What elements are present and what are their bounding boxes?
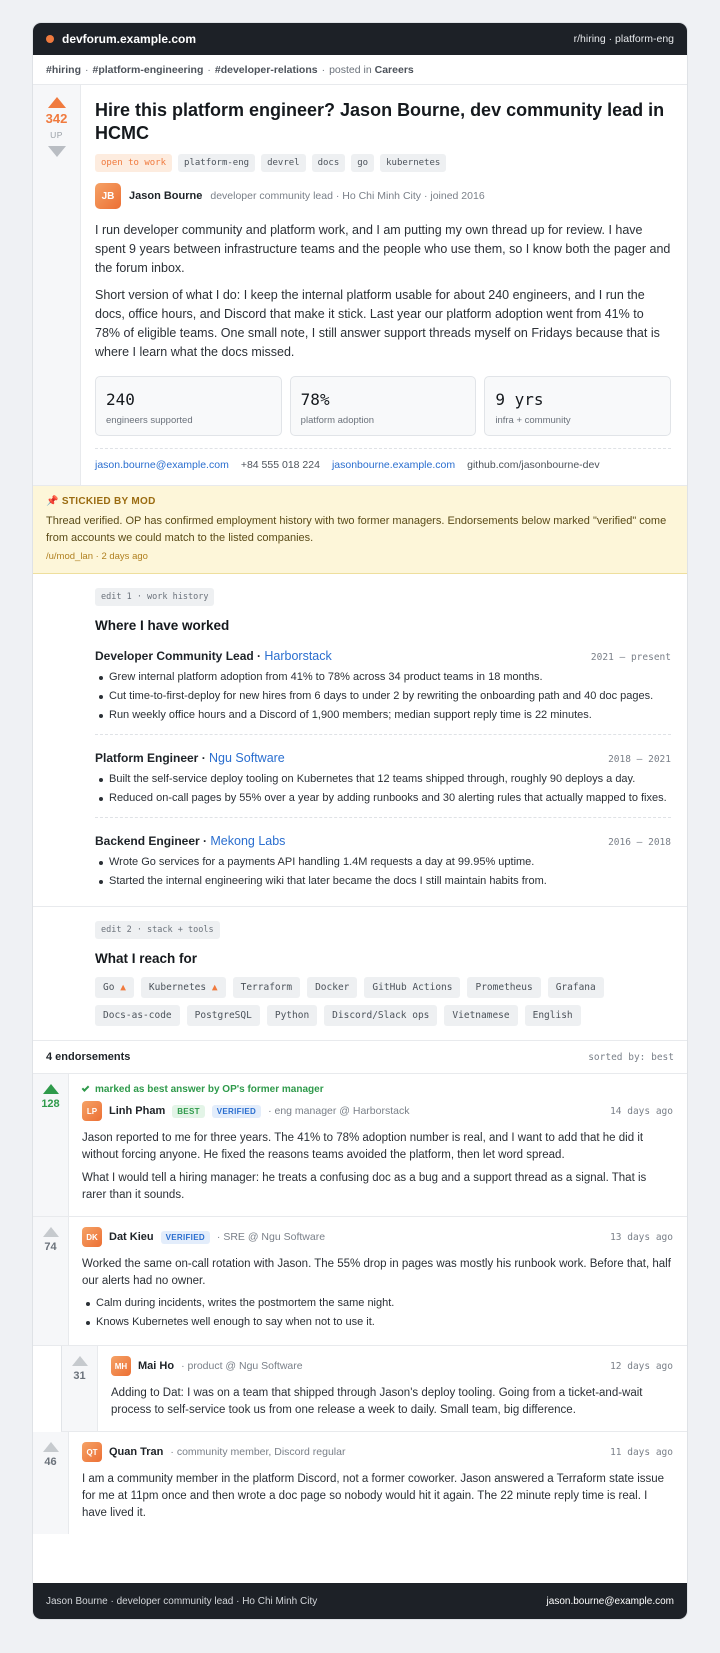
best-answer-note: marked as best answer by OP's former manager [82, 1084, 673, 1095]
stat-label: engineers supported [106, 415, 193, 426]
author-name[interactable]: Jason Bourne [129, 190, 203, 202]
endorsement-vote-column [33, 1217, 69, 1345]
job-years: 2021 – present [590, 652, 671, 663]
stat-card [95, 376, 282, 436]
thread-card [32, 22, 688, 1620]
vote-label: UP [50, 130, 63, 140]
endorsement-text: Jason reported to me for three years. The 41% to 78% adoption number is real, and I want to add that he did it without forcing anyone. He fixed the reasons teams avoided the platform, then let word spread. [82, 1132, 644, 1161]
endorsement-bullet: Knows Kubernetes well enough to say when not to use it. [82, 1314, 673, 1331]
category-link[interactable]: Careers [374, 63, 414, 76]
footer-summary: Jason Bourne · developer community lead · Ho Chi Minh City [46, 1595, 318, 1607]
endorsement-votes: 46 [44, 1456, 57, 1468]
tool-chip[interactable]: Docker [307, 977, 357, 998]
site-name: devforum.example.com [62, 32, 197, 46]
endorsement-votes: 74 [44, 1241, 57, 1253]
endorser-name[interactable]: Quan Tran [109, 1446, 164, 1458]
chip-docs[interactable]: docs [312, 154, 346, 172]
endorser-role: · eng manager @ Harborstack [268, 1105, 410, 1117]
company-link[interactable]: Harborstack [264, 649, 332, 663]
contact-row [95, 448, 671, 471]
endorser-name[interactable]: Linh Pham [109, 1105, 166, 1117]
endorsement-text: What I would tell a hiring manager: he treats a confusing doc as a bug and a support thread as a signal. That is rarer than it sounds. [82, 1172, 647, 1201]
endorsement [33, 1432, 687, 1534]
tool-chip[interactable]: GitHub Actions [364, 977, 460, 998]
job-bullet: Grew internal platform adoption from 41% to 78% across 34 product teams in 18 months. [95, 669, 671, 686]
breadcrumb[interactable]: r/hiring · platform-eng [573, 33, 674, 45]
tool-chip[interactable]: Go ▲ [95, 977, 134, 998]
avatar[interactable]: MH [111, 1356, 131, 1376]
tool-chip[interactable]: Docs-as-code [95, 1005, 180, 1026]
endorsement-reply [61, 1346, 687, 1432]
pin-icon: 📌 [46, 496, 59, 507]
job-bullet: Started the internal engineering wiki that later became the docs I still maintain habits from. [95, 873, 671, 890]
stat-value: 9 yrs [495, 390, 544, 409]
tool-chip[interactable]: English [525, 1005, 581, 1026]
job-bullet: Wrote Go services for a payments API handling 1.4M requests a day at 99.95% uptime. [95, 854, 671, 871]
company-link[interactable]: Mekong Labs [210, 834, 286, 848]
tag-developer-relations[interactable]: #developer-relations [214, 63, 318, 76]
timestamp: 11 days ago [610, 1446, 673, 1458]
stats-row [95, 376, 671, 436]
tool-chip[interactable]: Python [267, 1005, 317, 1026]
endorsement-count: 4 endorsements [46, 1051, 131, 1063]
upvote-icon[interactable] [48, 97, 66, 108]
chip-open-to-work[interactable]: open to work [95, 154, 172, 172]
check-icon [82, 1084, 90, 1092]
post-paragraph: Short version of what I do: I keep the internal platform usable for about 240 engineers, and I run the docs, office hours, and Discord that make it stick. Last year our platform adoption went from 41% to 78% of eligible teams. One small note, I still answer support threads myself on Fridays because that is where I learn what the docs missed. [95, 288, 660, 359]
author-meta: developer community lead · Ho Chi Minh City · joined 2016 [210, 190, 485, 202]
tag-bar: #hiring · #platform-engineering · #developer-relations · posted in Careers [33, 55, 687, 85]
edit-stack-tools [33, 907, 687, 1041]
job-years: 2018 – 2021 [608, 754, 671, 765]
highlight-icon: ▲ [120, 982, 126, 993]
upvote-icon[interactable] [72, 1356, 88, 1366]
site-logo-icon [46, 35, 54, 43]
job-title: Platform Engineer [95, 751, 199, 765]
job-years: 2016 – 2018 [608, 837, 671, 848]
upvote-icon[interactable] [43, 1227, 59, 1237]
endorsement [33, 1217, 687, 1346]
verified-badge: VERIFIED [212, 1105, 261, 1118]
endorsement-vote-column [62, 1346, 98, 1431]
post-chips [95, 154, 671, 172]
avatar[interactable]: LP [82, 1101, 102, 1121]
tool-chip[interactable]: Vietnamese [444, 1005, 517, 1026]
stat-label: platform adoption [300, 415, 375, 426]
endorsement-bullet: Calm during incidents, writes the postmortem the same night. [82, 1295, 673, 1312]
post-title: Hire this platform engineer? Jason Bourne, dev community lead in HCMC [95, 100, 665, 143]
github-link[interactable]: github.com/jasonbourne-dev [467, 459, 600, 471]
highlight-icon: ▲ [211, 982, 218, 993]
original-post [33, 85, 687, 486]
chip-go[interactable]: go [351, 154, 374, 172]
endorsement-text: Worked the same on-call rotation with Jason. The 55% drop in pages was mostly his runbook work. Before that, half our alerts had no owner. [82, 1258, 671, 1287]
tool-chip[interactable]: Prometheus [467, 977, 540, 998]
timestamp: 12 days ago [610, 1360, 673, 1372]
edit-work-history [33, 574, 687, 907]
endorser-role: · community member, Discord regular [170, 1446, 346, 1458]
timestamp: 13 days ago [610, 1231, 673, 1243]
upvote-icon[interactable] [43, 1084, 59, 1094]
chip-devrel[interactable]: devrel [261, 154, 306, 172]
sticky-author[interactable]: /u/mod_lan · 2 days ago [46, 551, 148, 562]
stat-value: 240 [106, 390, 135, 409]
sticky-title: STICKIED BY MOD [61, 496, 156, 507]
footer-email-link[interactable]: jason.bourne@example.com [546, 1595, 674, 1607]
downvote-icon[interactable] [48, 146, 66, 157]
tag-hiring[interactable]: #hiring [46, 63, 82, 76]
sort-selector[interactable]: sorted by: best [588, 1051, 674, 1063]
timestamp: 14 days ago [610, 1105, 673, 1117]
endorsements-header [33, 1041, 687, 1074]
tag-platform-engineering[interactable]: #platform-engineering [92, 63, 204, 76]
posted-in-label: posted in [329, 63, 372, 76]
post-author [95, 183, 671, 209]
endorsement [33, 1074, 687, 1217]
mod-sticky-note [33, 486, 687, 574]
chip-platform-eng[interactable]: platform-eng [178, 154, 255, 172]
edit-chip: edit 2 · stack + tools [95, 921, 220, 939]
job-title: Developer Community Lead [95, 649, 254, 663]
verified-badge: VERIFIED [161, 1231, 210, 1244]
tool-list [95, 977, 671, 1026]
section-heading: Where I have worked [95, 618, 230, 633]
job-bullet: Built the self-service deploy tooling on Kubernetes that 12 teams shipped through, roughly 90 deploys a day. [95, 771, 671, 788]
endorsement-votes: 31 [73, 1370, 86, 1382]
job-bullet: Cut time-to-first-deploy for new hires from 6 days to under 2 by rewriting the onboarding path and 40 doc pages. [95, 688, 671, 705]
job-title: Backend Engineer [95, 834, 200, 848]
avatar[interactable]: DK [82, 1227, 102, 1247]
endorsement-vote-column [33, 1432, 69, 1534]
endorser-role: · SRE @ Ngu Software [216, 1231, 326, 1243]
sticky-text: Thread verified. OP has confirmed employment history with two former managers. Endorsements below marked "verified" come from accounts we could match to the listed companies. [46, 515, 667, 544]
tool-chip[interactable]: Kubernetes ▲ [141, 977, 226, 998]
post-vote-column [33, 85, 81, 485]
endorser-name[interactable]: Mai Ho [138, 1360, 175, 1372]
avatar[interactable]: JB [95, 183, 121, 209]
website-link[interactable]: jasonbourne.example.com [331, 459, 456, 471]
job-entry: Backend Engineer · Mekong Labs 2016 – 2018 Wrote Go services for a payments API handling 1.4M requests a day at 99.95% uptime. Started the internal engineering wiki that later became the docs I still maintain habits from. [95, 817, 671, 890]
post-paragraph: I run developer community and platform work, and I am putting my own thread up for review. I have spent 9 years between infrastructure teams and the people who use them, so I know both the pager and the forum inbox. [95, 223, 671, 275]
top-bar [33, 23, 687, 55]
best-badge: BEST [172, 1105, 205, 1118]
job-bullet: Reduced on-call pages by 55% over a year by adding runbooks and 30 alerting rules that actually mapped to fixes. [95, 790, 671, 807]
sticky-heading [46, 496, 674, 507]
site-brand[interactable] [46, 32, 196, 46]
stat-value: 78% [300, 390, 330, 409]
stat-label: infra + community [495, 415, 571, 426]
company-link[interactable]: Ngu Software [209, 751, 285, 765]
section-heading: What I reach for [95, 951, 198, 966]
endorsement-text: Adding to Dat: I was on a team that shipped through Jason's deploy tooling. Going from a ticket-and-wait process to self-service took us from one release a week to daily. Small team, big difference. [111, 1387, 643, 1416]
stat-card [484, 376, 671, 436]
chip-kubernetes[interactable]: kubernetes [380, 154, 446, 172]
job-bullet: Run weekly office hours and a Discord of 1,900 members; median support reply time is 22 minutes. [95, 707, 671, 724]
endorser-name[interactable]: Dat Kieu [109, 1231, 154, 1243]
job-entry: Developer Community Lead · Harborstack 2021 – present Grew internal platform adoption from 41% to 78% across 34 product teams in 18 months. Cut time-to-first-deploy for new hires from 6 days to under 2 by rewriting the onboarding path and 40 doc pages. Run weekly office hours and a Discord of 1,900 members; median support reply time is 22 minutes. [95, 633, 671, 724]
endorsement-votes: 128 [41, 1098, 60, 1110]
upvote-icon[interactable] [43, 1442, 59, 1452]
edit-chip: edit 1 · work history [95, 588, 214, 606]
email-link[interactable]: jason.bourne@example.com [95, 459, 229, 471]
endorser-role: · product @ Ngu Software [181, 1360, 303, 1372]
tool-chip[interactable]: PostgreSQL [187, 1005, 260, 1026]
phone-number: +84 555 018 224 [240, 459, 320, 471]
tool-chip[interactable]: Grafana [548, 977, 604, 998]
tool-chip[interactable]: Terraform [233, 977, 300, 998]
stat-card [290, 376, 477, 436]
endorsement-vote-column [33, 1074, 69, 1216]
footer [33, 1583, 687, 1619]
post-vote-count: 342 [45, 111, 68, 126]
tool-chip[interactable]: Discord/Slack ops [324, 1005, 437, 1026]
avatar[interactable]: QT [82, 1442, 102, 1462]
endorsement-text: I am a community member in the platform Discord, not a former coworker. Jason answered a Terraform state issue for me at 11pm once and then wrote a doc page so nobody would hit it again. The 22 minute reply time is real. I have lived it. [82, 1473, 665, 1519]
job-entry: Platform Engineer · Ngu Software 2018 – 2021 Built the self-service deploy tooling on Kubernetes that 12 teams shipped through, roughly 90 deploys a day. Reduced on-call pages by 55% over a year by adding runbooks and 30 alerting rules that actually mapped to fixes. [95, 734, 671, 807]
